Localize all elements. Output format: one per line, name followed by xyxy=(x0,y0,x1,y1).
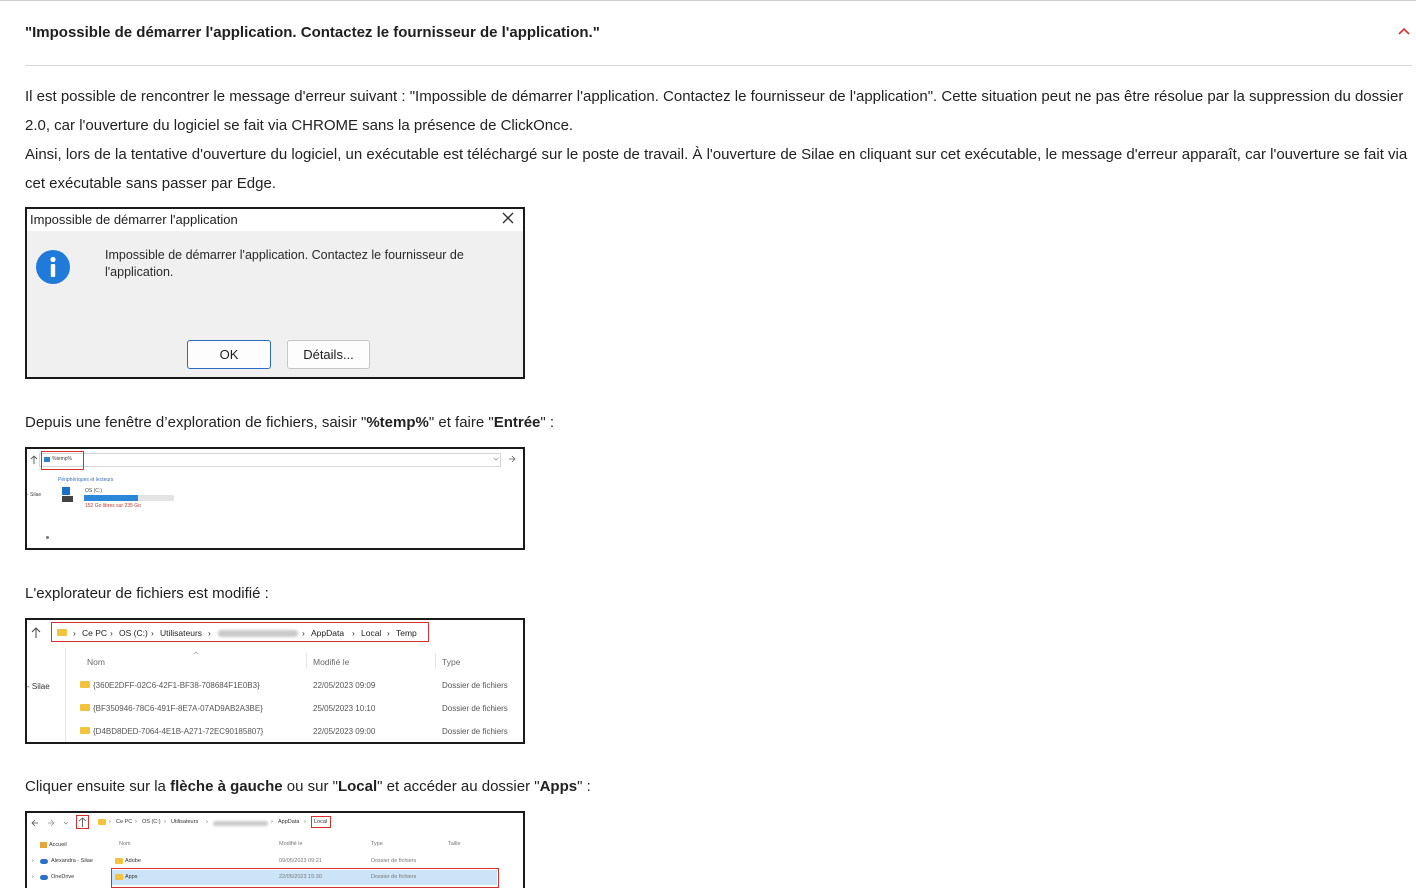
nav-item-onedrive: OneDrive xyxy=(51,874,75,880)
file-name: Apps xyxy=(125,874,138,880)
breadcrumb-sep: › xyxy=(271,819,273,825)
breadcrumb-sep: › xyxy=(73,628,76,638)
error-dialog-screenshot xyxy=(25,207,525,379)
enter-keyword: Entrée xyxy=(493,414,541,431)
file-type: Dossier de fichiers xyxy=(371,874,417,880)
sidebar-label: - Silae xyxy=(27,492,42,498)
column-header-name: Nom xyxy=(119,841,131,847)
accordion-title: "Impossible de démarrer l'application. Contactez le fournisseur de l'application." xyxy=(25,24,600,41)
breadcrumb-item: OS (C:) xyxy=(142,819,161,825)
paragraph-navigate-apps xyxy=(25,772,591,801)
arrow-right-icon xyxy=(508,455,516,463)
folder-icon xyxy=(57,629,67,636)
nav-item-home: Accueil xyxy=(49,842,67,848)
redacted-username xyxy=(213,821,268,826)
paragraph-intro-1: Il est possible de rencontrer le message d'erreur suivant : "Impossible de démarrer l'application. Contactez le fournisseur de l'application". Cette situation peut ne pas être résolue par la suppression du dossier 2.0, car l'ouverture du logiciel se fait via CHROME sans la présence de ClickOnce. xyxy=(25,88,1404,134)
nav-expand: › xyxy=(32,858,34,864)
paragraph-apps-text: " : xyxy=(577,778,591,795)
breadcrumb-sep: › xyxy=(352,628,355,638)
paragraph-apps-text: " et accéder au dossier " xyxy=(377,778,540,795)
column-header-modified: Modifié le xyxy=(279,841,303,847)
file-modified: 25/05/2023 10:10 xyxy=(313,704,376,713)
chevron-down-icon xyxy=(493,456,499,462)
redacted-username xyxy=(218,630,298,637)
paragraph-apps-text: Cliquer ensuite sur la xyxy=(25,778,171,795)
breadcrumb-item: Local xyxy=(314,819,328,825)
explorer-temp-screenshot xyxy=(25,447,525,550)
breadcrumb-item: Ce PC xyxy=(116,819,133,825)
paragraph-intro-2: Ainsi, lors de la tentative d'ouverture du logiciel, un exécutable est téléchargé sur le poste de travail. À l'ouverture de Silae en cliquant sur cet exécutable, le message d'erreur apparaît, car l'ouverture se fait via cet exécutable sans passer par Edge. xyxy=(25,146,1408,192)
column-header-name: Nom xyxy=(87,657,105,667)
file-modified: 22/05/2023 15:30 xyxy=(279,874,322,880)
sort-asc-icon xyxy=(193,651,199,655)
ok-button: OK xyxy=(187,340,271,369)
folder-icon xyxy=(80,681,90,688)
chevron-down-icon xyxy=(63,820,69,826)
folder-icon xyxy=(115,858,123,864)
dialog-message: Impossible de démarrer l'application. Contactez le fournisseur de l'application. xyxy=(105,248,464,279)
file-name: {360E2DFF-02C6-42F1-BF38-708684F1E0B3} xyxy=(93,681,260,690)
apps-keyword: Apps xyxy=(539,778,578,795)
dialog-title: Impossible de démarrer l'application xyxy=(30,212,238,227)
breadcrumb-sep: › xyxy=(387,628,390,638)
pin-icon xyxy=(46,536,49,539)
drive-icon xyxy=(62,496,73,502)
cloud-icon xyxy=(40,859,48,864)
left-arrow-keyword: flèche à gauche xyxy=(170,778,283,795)
file-modified: 09/05/2023 09:21 xyxy=(279,858,322,864)
address-bar xyxy=(39,453,501,467)
breadcrumb-sep: › xyxy=(304,819,306,825)
breadcrumb-sep: › xyxy=(208,628,211,638)
arrow-left-icon xyxy=(31,819,39,827)
breadcrumb-sep: › xyxy=(110,628,113,638)
breadcrumb-sep: › xyxy=(206,819,208,825)
folder-icon xyxy=(115,874,123,880)
breadcrumb-item: OS (C:) xyxy=(119,628,148,638)
info-icon xyxy=(35,249,71,285)
folder-icon xyxy=(98,819,106,825)
file-modified: 22/05/2023 09:09 xyxy=(313,681,376,690)
nav-divider xyxy=(65,648,66,744)
folder-icon xyxy=(80,704,90,711)
breadcrumb-item: Ce PC xyxy=(82,628,108,638)
file-type: Dossier de fichiers xyxy=(442,681,508,690)
drive-label: OS (C:) xyxy=(85,488,102,494)
close-icon xyxy=(501,211,515,225)
file-name: Adobe xyxy=(125,858,141,864)
file-type: Dossier de fichiers xyxy=(371,858,417,864)
breadcrumb-item: Utilisateurs xyxy=(160,628,203,638)
drive-free-text: 152 Go libres sur 235 Go xyxy=(85,503,141,509)
column-header-size: Taille xyxy=(448,841,461,847)
paragraph-intro xyxy=(25,82,1410,198)
paragraph-temp xyxy=(25,408,554,437)
file-name: {D4BD8DED-7064-4E1B-A271-72EC90185807} xyxy=(93,727,264,736)
paragraph-temp-text: " : xyxy=(540,414,555,431)
breadcrumb-item: Utilisateurs xyxy=(171,819,199,825)
column-divider xyxy=(306,653,307,669)
paragraph-temp-text: " et faire " xyxy=(428,414,494,431)
breadcrumb-sep: › xyxy=(135,819,137,825)
column-header-modified: Modifié le xyxy=(313,657,350,667)
sidebar-label: - Silae xyxy=(27,682,50,691)
cloud-icon xyxy=(40,875,48,880)
local-keyword: Local xyxy=(337,778,378,795)
column-header-type: Type xyxy=(371,841,383,847)
group-label: Périphériques et lecteurs xyxy=(58,477,114,483)
accordion-header[interactable] xyxy=(25,1,1412,66)
breadcrumb-sep: › xyxy=(302,628,305,638)
breadcrumb-sep: › xyxy=(164,819,166,825)
paragraph-apps-text: ou sur " xyxy=(282,778,338,795)
explorer-path-screenshot xyxy=(25,618,525,744)
file-type: Dossier de fichiers xyxy=(442,704,508,713)
column-header-type: Type xyxy=(442,657,461,667)
paragraph-explorer-modified: L'explorateur de fichiers est modifié : xyxy=(25,585,269,602)
breadcrumb-item: Temp xyxy=(396,628,417,638)
drive-usage-fill xyxy=(84,495,138,501)
dialog-titlebar xyxy=(27,209,523,231)
paragraph-temp-text: Depuis une fenêtre d’exploration de fichiers, saisir " xyxy=(25,414,367,431)
breadcrumb-sep: › xyxy=(151,628,154,638)
explorer-local-screenshot xyxy=(25,811,525,888)
arrow-up-icon xyxy=(78,817,87,827)
home-icon xyxy=(40,842,47,848)
address-text: %temp% xyxy=(52,456,73,462)
breadcrumb-sep: › xyxy=(109,819,111,825)
pc-icon xyxy=(44,457,50,462)
arrow-right-icon xyxy=(47,819,55,827)
file-type: Dossier de fichiers xyxy=(442,727,508,736)
windows-drive-icon xyxy=(62,487,70,495)
breadcrumb-item: Local xyxy=(361,628,382,638)
file-modified: 22/05/2023 09:00 xyxy=(313,727,376,736)
column-divider xyxy=(435,653,436,669)
chevron-up-icon[interactable] xyxy=(1396,23,1412,39)
details-button: Détails... xyxy=(287,340,370,369)
file-name: {BF350946-78C6-491F-8E7A-07AD9AB2A3BE} xyxy=(93,704,263,713)
breadcrumb-item: AppData xyxy=(311,628,345,638)
drive-usage-bar xyxy=(84,495,174,501)
arrow-up-icon xyxy=(31,627,41,638)
nav-expand: › xyxy=(32,874,34,880)
nav-item-user: Alexandra - Silae xyxy=(51,858,93,864)
breadcrumb-item: AppData xyxy=(278,819,300,825)
folder-icon xyxy=(80,727,90,734)
arrow-up-icon xyxy=(30,455,38,464)
temp-keyword: %temp% xyxy=(366,414,429,431)
